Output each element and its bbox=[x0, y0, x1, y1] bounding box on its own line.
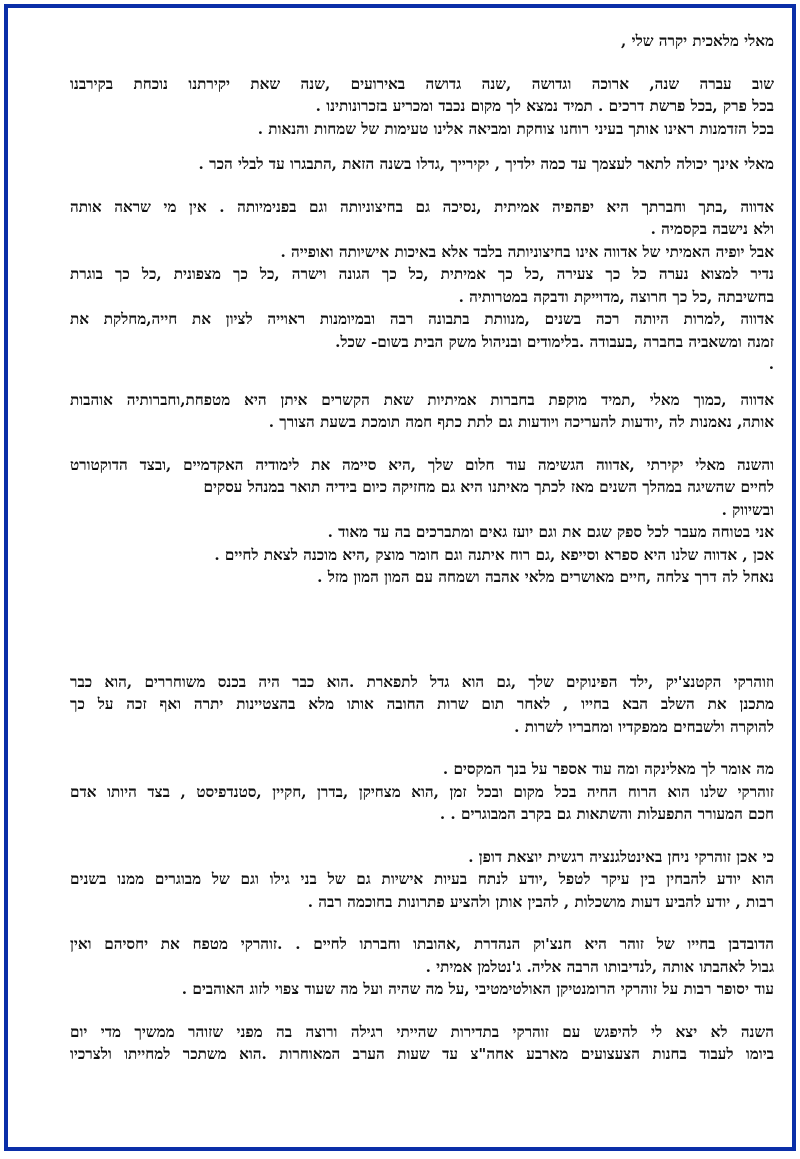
text-line: בחשיבתה ,כל כך חרוצה ,מדוייקת ודבקה במטרותיה . bbox=[458, 287, 774, 306]
text-line: עוד יסופר רבות על זוהרקי הרומנטיקן האולטימטיבי ,על מה שהיה ועל מה שעוד צפוי לזוג האוהבים . bbox=[181, 980, 774, 998]
text-line: . bbox=[768, 355, 774, 373]
text-line: בכל פרק ,בכל פרשת דרכים . תמיד נמצא לך מקום נכבד ומכריע בזכרונותינו . bbox=[315, 97, 774, 115]
paragraph-adva-degree bbox=[70, 454, 774, 589]
text-line: מאלי מלאכית יקרה שלי , bbox=[621, 32, 774, 50]
paragraph-zohar-partner bbox=[70, 933, 774, 1001]
text-line: ובשיווק . bbox=[721, 500, 774, 519]
paragraph-zohar-army bbox=[70, 671, 774, 739]
text-line: אדווה ,בתך וחברתך היא יפהפיה אמיתית ,נסיכה גם בחיצוניותה וגם בפנימיותה . אין מי שראה אותה bbox=[70, 197, 774, 216]
paragraph-zohar-work bbox=[70, 1021, 774, 1066]
text-line: זוהרקי שלנו הוא הרוח החיה בכל מקום ובכל זמן ,הוא מצחיקן ,בדרן ,חקיין ,סטנדפיסט , בצד היותו אדם bbox=[70, 782, 774, 801]
text-line: אדווה ,למרות היותה רכה בשנים ,מנוותת בתבונה רבה ובמיומנות ראוייה לציון את חייה,מחלקת את bbox=[70, 310, 774, 328]
text-line: להוקרה ולשבחים ממפקדיו ומחבריו לשרות . bbox=[514, 717, 774, 736]
text-line: מה אומר לך מאלינקה ומה עוד אספר על בנך המקסים . bbox=[442, 760, 774, 778]
paragraph-adva-friends bbox=[70, 389, 774, 434]
text-line: אותה, נאמנות לה ,יודעות להעריכה ויודעות גם לתת כתף חמה תומכת בשעת הצורך . bbox=[268, 413, 774, 431]
paragraph-year-passed bbox=[70, 73, 774, 141]
text-line: רבות , יודע להביע דעות מושכלות , להבין אותן ולהציע פתרונות בחוכמה רבה . bbox=[307, 892, 774, 911]
text-line: אכן , אדווה שלנו היא ספרא וסייפא ,גם רוח איתנה וגם חומר מוצק ,היא מוכנה לצאת לחיים . bbox=[214, 545, 774, 564]
letter-page bbox=[4, 4, 796, 1151]
text-line: גבול לאהבתו אותה ,לנדיבותו הרבה אליה. ג'נטלמן אמיתי . bbox=[425, 957, 774, 976]
text-line: הדובדבן בחייו של זוהר היא חנצ'וק הנהדרת ,אהובתו וחברתו לחיים . .זוהרקי מטפח את יחסיהם ואין bbox=[70, 935, 774, 953]
paragraph-zohar-intelligence bbox=[70, 846, 774, 914]
paragraph-adva-beauty bbox=[70, 196, 774, 376]
text-line: ביומו לעבוד בחנות הצעצועים מארבע אחה"צ עד שעות הערב המאוחרות .הוא משתכר למחייתו ולצרכיו bbox=[70, 1045, 774, 1063]
text-line: לחיים שהשיגה במהלך השנים מאז לכתך מאיתנו היא גם מחזיקה כיום בידיה תואר במנהל עסקים bbox=[203, 478, 774, 496]
text-line: אדווה ,כמוך מאלי ,תמיד מוקפת בחברות אמיתיות שאת הקשרים איתן היא מטפחת,וחברותיה אוהבות bbox=[70, 390, 774, 409]
text-line: מאלי אינך יכולה לתאר לעצמך עד כמה ילדיך , יקירייך ,גדלו בשנה הזאת ,התבגרו עד לבלי הכר . bbox=[198, 155, 774, 173]
text-line: השנה לא יצא לי להיפגש עם זוהרקי בתדירות שהייתי רגילה ורוצה בה מפני שזוהר ממשיך מדי יום bbox=[70, 1022, 774, 1041]
paragraph-zohar-spirit bbox=[70, 758, 774, 826]
paragraph-children-grew bbox=[70, 153, 774, 176]
text-line: והשנה מאלי יקירתי ,אדווה הגשימה עוד חלום שלך ,היא סיימה את לימודיה האקדמיים ,ובצד הדוקטורט bbox=[70, 455, 774, 474]
text-line: אבל יופיה האמיתי של אדווה אינו בחיצוניותה בלבד אלא באיכות אישיותה ואופייה . bbox=[280, 242, 774, 261]
text-line: כי אכן זוהרקי ניחן באינטלגנציה רגשית יוצאת דופן . bbox=[468, 847, 774, 866]
text-line: מתכנן את השלב הבא בחייו , לאחר תום שרות החובה אותו מלא בהצטיינות יתרה ואף זכה על כך bbox=[70, 695, 774, 713]
text-line: נדיר למצוא נערה כל כך צעירה ,כל כך אמיתית ,כל כך הגונה וישרה ,כל כך מצפונית ,כל כך בוגרת bbox=[70, 265, 774, 283]
text-line: זמנה ומשאביה בחברה ,בעבודה .בלימודים ובניהול משק הבית בשום- שכל. bbox=[335, 332, 774, 351]
text-line: נאחל לה דרך צלחה ,חיים מאושרים מלאי אהבה ושמחה עם המון המון מזל . bbox=[317, 568, 774, 586]
text-line: אני בטוחה מעבר לכל ספק שגם את וגם יועז גאים ומתברכים בה עד מאוד . bbox=[327, 523, 774, 541]
text-line: וזוהרקי הקטנצ'יק ,ילד הפינוקים שלך ,גם הוא גדל לתפארת .הוא כבר היה בכנס משוחררים ,הוא כבר bbox=[70, 672, 774, 691]
text-line: ולא נישבה בקסמיה . bbox=[650, 220, 774, 238]
letter-body bbox=[70, 30, 774, 1139]
letter-greeting bbox=[70, 30, 774, 53]
text-line: בכל הזדמנות ראינו אותך בעיני רוחנו צוחקת ומביאה אלינו טעימות של שמחות והנאות . bbox=[257, 119, 774, 138]
text-line: הוא יודע להבחין בין עיקר לטפל ,יודע לנתח בעיות אישיות גם של בני גילו וגם של מבוגרים ממנו בשנים bbox=[70, 870, 774, 888]
text-line: שוב עברה שנה, ארוכה וגדושה ,שנה גדושה באירועים ,שנה שאת יקירתנו נוכחת בקירבנו bbox=[70, 74, 774, 93]
text-line: חכם המעורר התפעלות והשתאות גם בקרב המבוגרים . . bbox=[439, 805, 774, 823]
